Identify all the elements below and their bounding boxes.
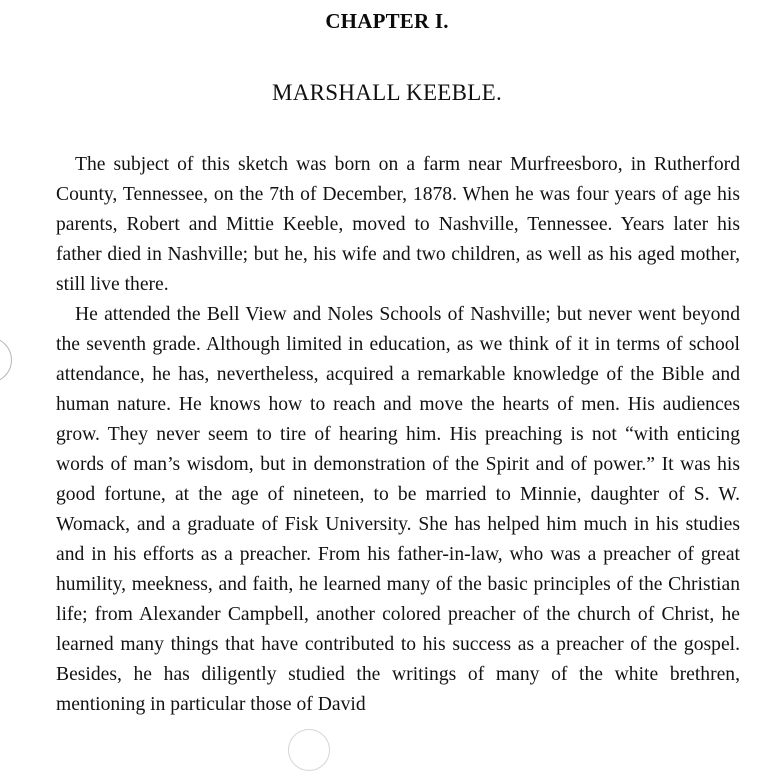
previous-page-button[interactable] [0,337,12,383]
subject-heading: MARSHALL KEEBLE. [271,80,503,105]
paragraph: He attended the Bell View and Noles Schools of Nashville; but never went beyond the seventh grade. Although limited in education, as we think of it in terms of school attendance, he has, nevertheless, acquired a remarkable knowledge of the Bible and human nature. He knows how to reach and move the hearts of men. His audiences grow. They never seem to tire of hearing him. His preaching is not “with enticing words of man’s wisdom, but in demonstration of the Spirit and of power.” It was his good fortune, at the age of nineteen, to be married to Minnie, daughter of S. W. Womack, and a graduate of Fisk University. She has helped him much in his studies and in his efforts as a preacher. From his father-in-law, who was a preacher of great humility, meekness, and faith, he learned many of the basic principles of the Christian life; from Alexander Campbell, another colored preacher of the church of Christ, he learned many things that have contributed to his success as a preacher of the gospel. Besides, he has diligently studied the writings of many of the white brethren, mentioning in particular those of David [56,304,740,715]
body-text-block [56,150,740,720]
chapter-heading: CHAPTER I. [325,9,449,33]
page-circle-control[interactable] [288,729,330,771]
paragraph: The subject of this sketch was born on a farm near Murfreesboro, in Rutherford County, Tennessee, on the 7th of December, 1878. When he was four years of age his parents, Robert and Mittie Keeble, moved to Nashville, Tennessee. Years later his father died in Nashville; but he, his wife and two children, as well as his aged mother, still live there. [56,154,740,295]
